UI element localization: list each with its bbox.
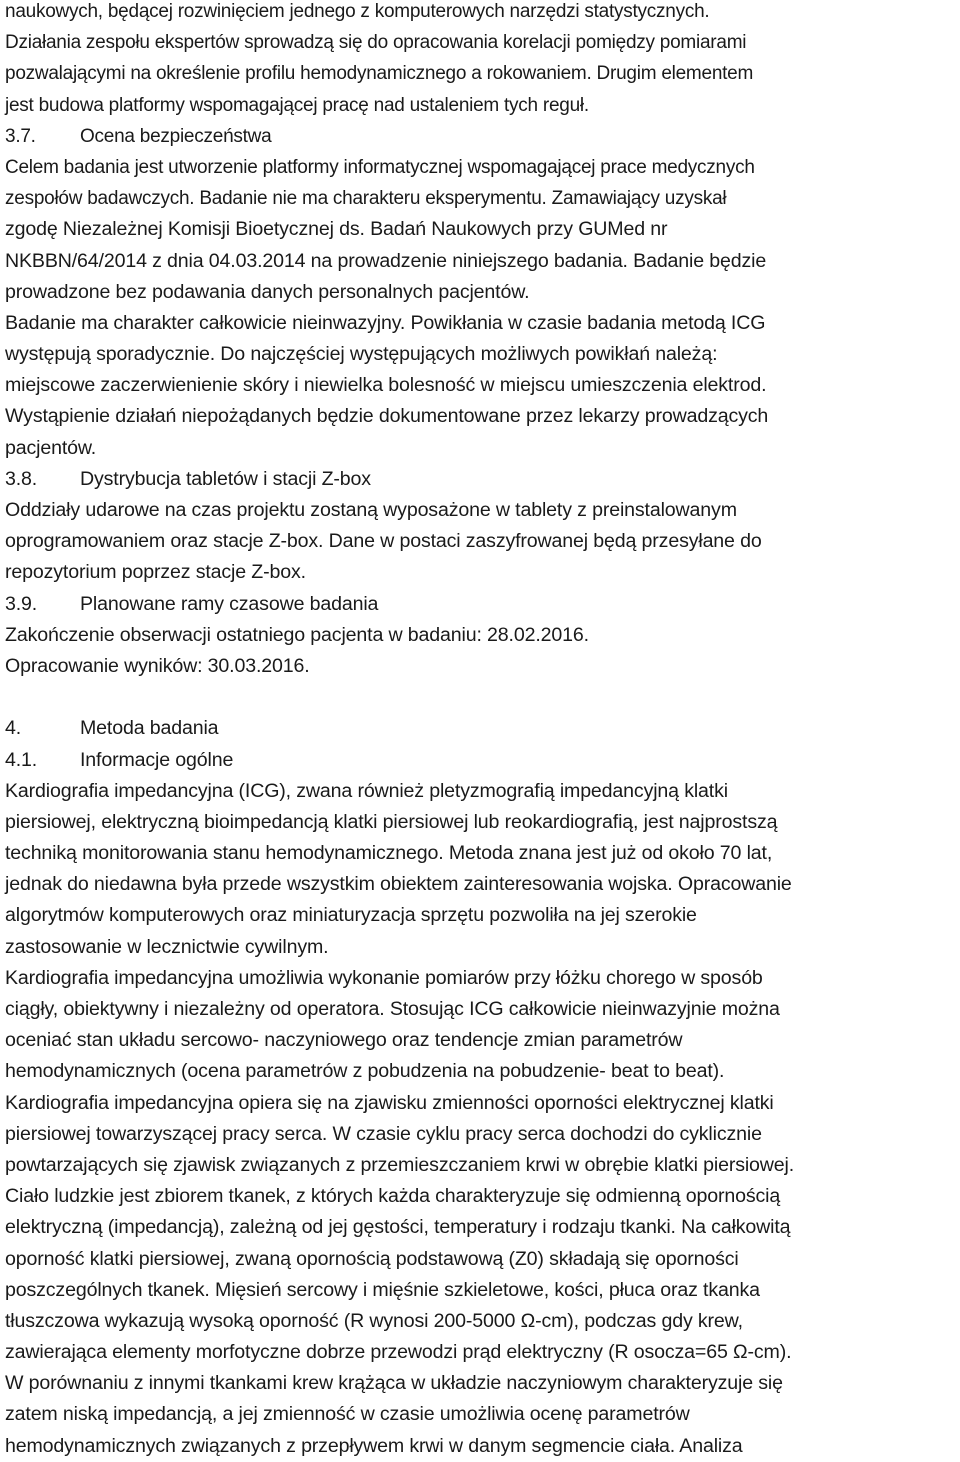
section-title: Metoda badania bbox=[80, 717, 219, 740]
paragraph-line: zatem niską impedancją, a jej zmienność w czasie umożliwia ocenę parametrów bbox=[5, 1403, 690, 1426]
section-heading-3-7 bbox=[5, 121, 957, 152]
paragraph-line: oceniać stan układu sercowo- naczyniowego oraz tendencje zmian parametrów bbox=[5, 1029, 683, 1052]
paragraph-line: NKBBN/64/2014 z dnia 04.03.2014 na prowadzenie niniejszego badania. Badanie będzie bbox=[5, 249, 767, 272]
paragraph-line: naukowych, będącej rozwinięciem jednego z komputerowych narzędzi statystycznych. bbox=[5, 1, 710, 22]
paragraph-line: hemodynamicznych związanych z przepływem krwi w danym segmencie ciała. Analiza bbox=[5, 1434, 743, 1457]
paragraph-line: techniką monitorowania stanu hemodynamicznego. Metoda znana jest już od około 70 lat, bbox=[5, 842, 773, 865]
section-title: Informacje ogólne bbox=[80, 748, 234, 771]
paragraph-line: Kardiografia impedancyjna umożliwia wykonanie pomiarów przy łóżku chorego w sposób bbox=[5, 966, 763, 989]
paragraph-line: pozwalającymi na określenie profilu hemodynamicznego a rokowaniem. Drugim elementem bbox=[5, 63, 754, 85]
paragraph-line: zastosowanie w lecznictwie cywilnym. bbox=[5, 935, 329, 958]
paragraph-line: oprogramowaniem oraz stacje Z-box. Dane w postaci zaszyfrowanej będą przesyłane do bbox=[5, 530, 762, 553]
document-page bbox=[5, 0, 957, 1462]
section-number: 4.1. bbox=[5, 748, 38, 771]
section-title: Ocena bezpieczeństwa bbox=[80, 125, 272, 147]
paragraph-line: zgodę Niezależnej Komisji Bioetycznej ds. Badań Naukowych przy GUMed nr bbox=[5, 218, 668, 241]
paragraph-line: prowadzone bez podawania danych personalnych pacjentów. bbox=[5, 280, 530, 303]
paragraph-line: jednak do niedawna była przede wszystkim obiektem zainteresowania wojska. Opracowanie bbox=[5, 873, 792, 896]
section-number: 4. bbox=[5, 717, 22, 740]
paragraph-line: Oddziały udarowe na czas projektu zostaną wyposażone w tablety z preinstalowanym bbox=[5, 499, 737, 521]
paragraph-line: jest budowa platformy wspomagającej pracę nad ustaleniem tych reguł. bbox=[5, 94, 589, 116]
paragraph-line: Kardiografia impedancyjna opiera się na zjawisku zmienności oporności elektrycznej klatki bbox=[5, 1091, 774, 1114]
paragraph-line: hemodynamicznych (ocena parametrów z pobudzenia na pobudzenie- beat to beat). bbox=[5, 1060, 725, 1083]
paragraph-line: Ciało ludzkie jest zbiorem tkanek, z których każda charakteryzuje się odmienną opornością bbox=[5, 1185, 781, 1208]
paragraph-line: Kardiografia impedancyjna (ICG), zwana również pletyzmografią impedancyjną klatki bbox=[5, 779, 728, 802]
section-heading-3-9 bbox=[5, 589, 957, 620]
section-number: 3.9. bbox=[5, 592, 38, 615]
section-number: 3.8. bbox=[5, 467, 38, 490]
paragraph-line: zawierająca elementy morfotyczne dobrze przewodzi prąd elektryczny (R osocza=65 Ω-cm). bbox=[5, 1341, 792, 1364]
section-title: Dystrybucja tabletów i stacji Z-box bbox=[80, 467, 371, 490]
section-heading-3-8 bbox=[5, 464, 957, 495]
paragraph-line: poszczególnych tkanek. Mięsień sercowy i mięśnie szkieletowe, kości, płuca oraz tkanka bbox=[5, 1278, 760, 1301]
section-number: 3.7. bbox=[5, 125, 36, 147]
paragraph-line: W porównaniu z innymi tkankami krew krążąca w układzie naczyniowym charakteryzuje się bbox=[5, 1372, 783, 1395]
paragraph-line: miejscowe zaczerwienienie skóry i niewielka bolesność w miejscu umieszczenia elektrod. bbox=[5, 374, 767, 397]
section-heading-4 bbox=[5, 713, 957, 744]
paragraph-line: Wystąpienie działań niepożądanych będzie dokumentowane przez lekarzy prowadzących bbox=[5, 405, 769, 428]
paragraph-line: Celem badania jest utworzenie platformy informatycznej wspomagającej prace medycznych bbox=[5, 156, 755, 178]
paragraph-line: pacjentów. bbox=[5, 436, 97, 459]
paragraph-line: repozytorium poprzez stacje Z-box. bbox=[5, 561, 306, 584]
paragraph-line: piersiowej towarzyszącej pracy serca. W czasie cyklu pracy serca dochodzi do cyklicznie bbox=[5, 1122, 762, 1145]
paragraph-line: Działania zespołu ekspertów sprowadzą się do opracowania korelacji pomiędzy pomiarami bbox=[5, 32, 747, 54]
paragraph-line: powtarzających się zjawisk związanych z przemieszczaniem krwi w obrębie klatki piersiowej. bbox=[5, 1153, 795, 1176]
blank-line bbox=[5, 682, 957, 713]
paragraph-line: Badanie ma charakter całkowicie nieinwazyjny. Powikłania w czasie badania metodą ICG bbox=[5, 311, 766, 334]
paragraph-line: oporność klatki piersiowej, zwaną opornością podstawową (Z0) składają się oporności bbox=[5, 1247, 739, 1270]
section-title: Planowane ramy czasowe badania bbox=[80, 592, 379, 615]
paragraph-line: algorytmów komputerowych oraz miniaturyzacja sprzętu pozwoliła na jej szerokie bbox=[5, 904, 697, 927]
paragraph-line: tłuszczowa wykazują wysoką oporność (R wynosi 200-5000 Ω-cm), podczas gdy krew, bbox=[5, 1309, 743, 1332]
paragraph-line: ciągły, obiektywny i niezależny od operatora. Stosując ICG całkowicie nieinwazyjnie można bbox=[5, 998, 780, 1020]
paragraph-line: zespołów badawczych. Badanie nie ma charakteru eksperymentu. Zamawiający uzyskał bbox=[5, 188, 727, 210]
paragraph-line: występują sporadycznie. Do najczęściej występujących możliwych powikłań należą: bbox=[5, 343, 718, 366]
paragraph-line: elektryczną (impedancją), zależną od jej gęstości, temperatury i rodzaju tkanki. Na całkowitą bbox=[5, 1216, 791, 1239]
paragraph-line: Opracowanie wyników: 30.03.2016. bbox=[5, 654, 310, 677]
section-heading-4-1 bbox=[5, 745, 957, 776]
paragraph-line: piersiowej, elektryczną bioimpedancją klatki piersiowej lub reokardiografią, jest najprostszą bbox=[5, 810, 778, 833]
paragraph-line: Zakończenie obserwacji ostatniego pacjenta w badaniu: 28.02.2016. bbox=[5, 623, 589, 646]
